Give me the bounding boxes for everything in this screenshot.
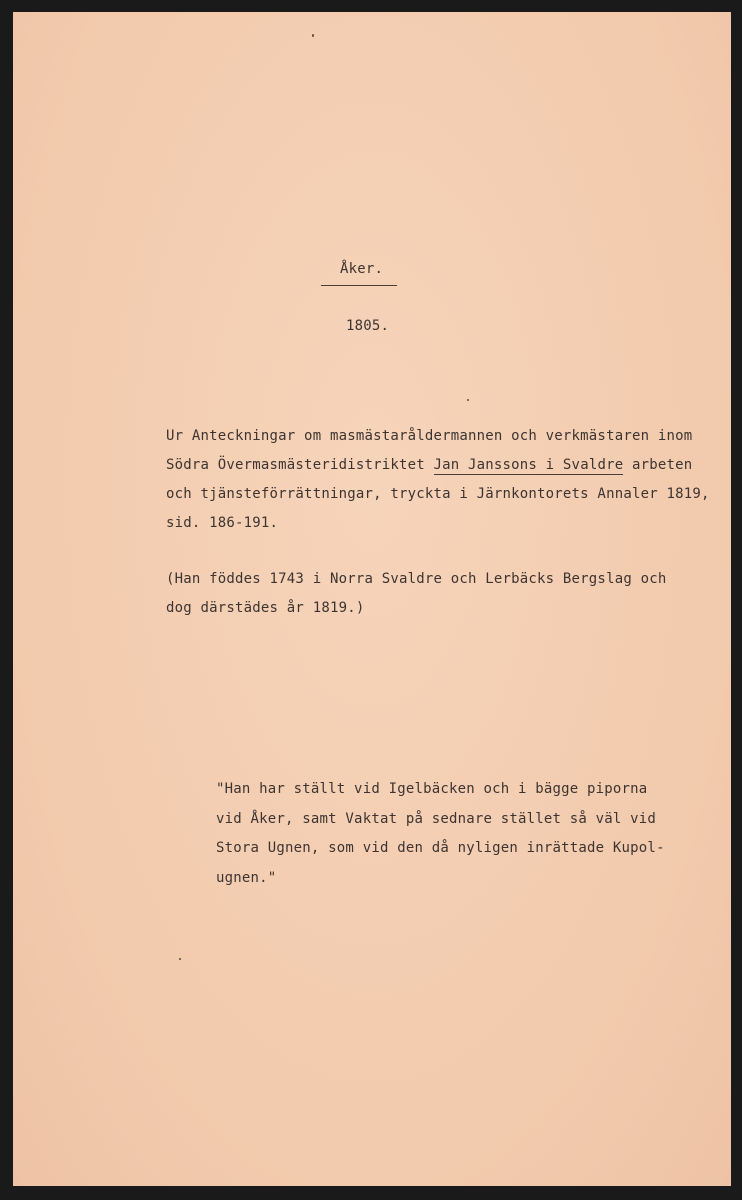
underlined-name: Jan Janssons i Svaldre: [433, 457, 624, 473]
paper-speck: [179, 958, 181, 960]
quote-line-2: vid Åker, samt Vaktat på sednare stället så väl vid: [216, 810, 657, 827]
quote-line-3: Stora Ugnen, som vid den då nyligen inrättade Kupol-: [216, 840, 665, 856]
biography-paragraph: [166, 565, 666, 623]
title-underline-rule: [321, 285, 397, 286]
source-line-1: Ur Anteckningar om masmästaråldermannen och verkmästaren inom: [166, 428, 693, 444]
quote-line-4: ugnen.": [216, 869, 277, 886]
document-title: Åker.: [340, 261, 384, 277]
document-page: [13, 12, 731, 1186]
source-line-2-start: Södra Övermasmästeridistriktet: [166, 457, 434, 473]
source-line-3: och tjänsteförrättningar, tryckta i Järnkontorets Annaler 1819,: [166, 486, 710, 502]
source-line-2-end: arbeten: [623, 457, 693, 473]
document-year: 1805.: [346, 318, 390, 334]
quote-block: [216, 775, 665, 893]
biography-line-2: dog därstädes år 1819.): [166, 600, 365, 616]
source-line-2: [166, 451, 710, 480]
biography-line-1: (Han föddes 1743 i Norra Svaldre och Lerbäcks Bergslag och: [166, 571, 667, 587]
paper-speck: [467, 399, 469, 401]
source-paragraph: [166, 422, 710, 538]
source-line-4: sid. 186-191.: [166, 515, 279, 531]
quote-line-1: "Han har ställt vid Igelbäcken och i bägge piporna: [216, 781, 648, 797]
paper-speck: [312, 34, 314, 37]
